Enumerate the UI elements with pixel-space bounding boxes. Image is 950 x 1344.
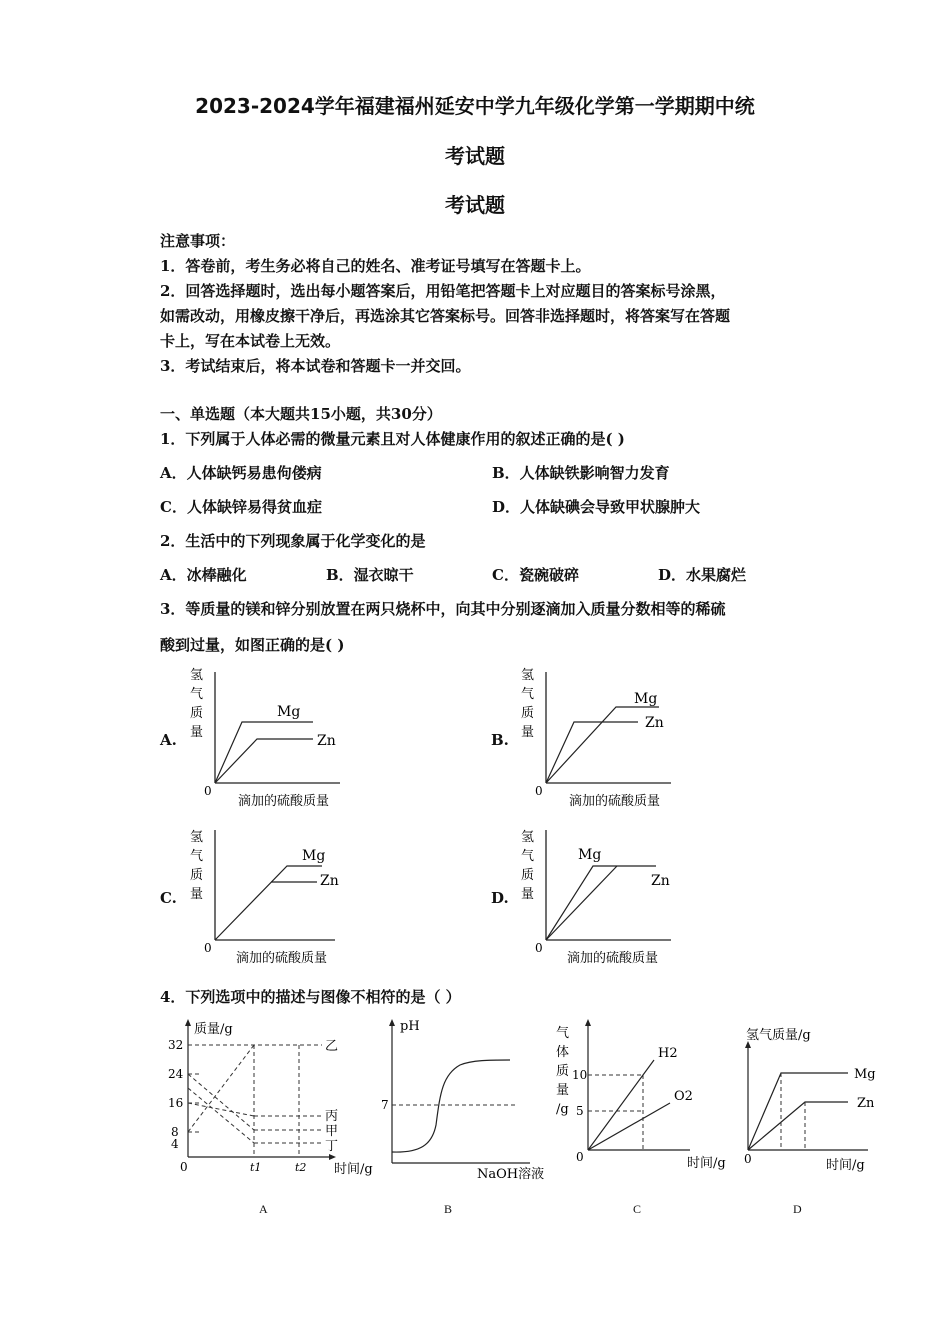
q4a-t1-label: t1 — [250, 1161, 262, 1174]
q4-graph-c — [550, 1015, 740, 1185]
graph-a-ylabel-char-4: 量 — [190, 725, 204, 740]
graph-b-ylabel-char-4: 量 — [521, 725, 535, 740]
graph-a-xlabel: 滴加的硫酸质量 — [238, 794, 330, 809]
q4a-y-arrow — [185, 1019, 191, 1026]
graph-c-ylabel-char-2: 气 — [190, 849, 204, 864]
q4c-caption: C — [633, 1202, 642, 1216]
graph-c-origin: 0 — [204, 941, 212, 955]
q3-graph-a — [180, 665, 350, 815]
page-title-line2: 考试题 — [445, 144, 505, 168]
graph-c-zn-label: Zn — [320, 873, 339, 889]
q4d-caption: D — [793, 1202, 802, 1216]
graph-b-ylabel-char-2: 气 — [521, 687, 535, 702]
graph-d-ylabel-char-2: 气 — [521, 849, 535, 864]
graph-d-ylabel-char-3: 质 — [521, 868, 535, 883]
graph-c-ylabel-char-4: 量 — [190, 887, 204, 902]
q4c-ytick-5: 5 — [576, 1104, 584, 1118]
graph-d-mg-line — [546, 866, 656, 940]
q4-graph-d — [738, 1015, 908, 1185]
q4b-ph-curve — [392, 1060, 510, 1152]
q4a-ytick-4: 4 — [171, 1137, 179, 1151]
q4d-xlabel: 时间/g — [826, 1158, 865, 1173]
graph-b-ylabel-char-1: 氢 — [521, 668, 535, 683]
q4a-series-yi — [188, 1045, 254, 1132]
graph-a-ylabel-char-3: 质 — [190, 706, 204, 721]
question-3-label-b[interactable]: B. — [491, 731, 509, 749]
notice-item-2c: 卡上，写在本试卷上无效。 — [160, 332, 341, 350]
q4a-origin: 0 — [180, 1160, 188, 1174]
notice-heading: 注意事项： — [160, 232, 236, 250]
question-2-option-a[interactable]: A．冰棒融化 — [160, 566, 247, 584]
q4b-y-arrow — [389, 1019, 395, 1026]
q4c-ylabel-char-2: 体 — [556, 1045, 570, 1060]
graph-b-xlabel: 滴加的硫酸质量 — [569, 794, 661, 809]
q4a-label-ding: 丁 — [325, 1139, 339, 1154]
graph-a-origin: 0 — [204, 784, 212, 798]
q4a-x-arrow — [329, 1154, 336, 1160]
q4c-ytick-10: 10 — [572, 1068, 588, 1082]
question-1-stem: 1．下列属于人体必需的微量元素且对人体健康作用的叙述正确的是( ) — [160, 430, 625, 448]
q4a-ytick-16: 16 — [168, 1096, 184, 1110]
graph-b-ylabel-char-3: 质 — [521, 706, 535, 721]
page-title-line1: 2023-2024学年福建福州延安中学九年级化学第一学期期中统 — [195, 94, 755, 118]
section-heading: 一、单选题（本大题共15小题，共30分） — [160, 405, 442, 423]
q4a-label-jia: 甲 — [325, 1124, 339, 1139]
q4a-t2-label: t2 — [295, 1161, 307, 1174]
q4d-zn-line — [748, 1102, 848, 1150]
q4d-mg-line — [748, 1073, 848, 1150]
q4c-h2-line — [588, 1060, 654, 1150]
question-2-option-b[interactable]: B．湿衣晾干 — [326, 566, 414, 584]
q3-graph-b — [511, 665, 681, 815]
notice-item-2a: 2．回答选择题时，选出每小题答案后，用铅笔把答题卡上对应题目的答案标号涂黑， — [160, 282, 726, 300]
q3-graph-c — [180, 822, 350, 972]
q4d-mg-label: Mg — [854, 1067, 876, 1082]
graph-a-zn-label: Zn — [317, 733, 336, 749]
question-3-label-c[interactable]: C. — [160, 889, 177, 907]
q4a-series-ding-a — [188, 1088, 254, 1143]
q3-graph-d — [511, 822, 681, 972]
question-2-option-d[interactable]: D．水果腐烂 — [658, 566, 747, 584]
q4c-origin: 0 — [576, 1150, 584, 1164]
graph-d-ylabel-char-1: 氢 — [521, 830, 535, 845]
q4d-zn-label: Zn — [857, 1096, 875, 1111]
notice-item-1: 1．答卷前，考生务必将自己的姓名、准考证号填写在答题卡上。 — [160, 257, 591, 275]
q4a-ytick-8: 8 — [171, 1125, 179, 1139]
q4c-ylabel-char-1: 气 — [556, 1026, 570, 1041]
q4b-ylabel: pH — [400, 1019, 420, 1034]
graph-d-zn-label: Zn — [651, 873, 670, 889]
graph-a-zn-line — [215, 739, 313, 783]
q4c-o2-label: O2 — [674, 1089, 693, 1104]
q4a-ytick-24: 24 — [168, 1067, 184, 1081]
graph-c-mg-line — [215, 866, 322, 940]
question-2-option-c[interactable]: C．瓷碗破碎 — [492, 566, 579, 584]
q4a-label-bing: 丙 — [325, 1109, 339, 1124]
graph-c-mg-label: Mg — [302, 848, 326, 864]
graph-a-mg-label: Mg — [277, 704, 301, 720]
notice-item-3: 3．考试结束后，将本试卷和答题卡一并交回。 — [160, 357, 471, 375]
q4c-ylabel-unit: /g — [556, 1102, 569, 1117]
q4b-caption: B — [444, 1202, 453, 1216]
page-title-line3: 考试题 — [445, 193, 505, 217]
graph-d-origin: 0 — [535, 941, 543, 955]
notice-item-2b: 如需改动，用橡皮擦干净后，再选涂其它答案标号。回答非选择题时，将答案写在答题 — [160, 307, 731, 325]
graph-d-zn-line — [546, 866, 617, 940]
q4-graph-a — [160, 1015, 380, 1185]
graph-c-ylabel-char-3: 质 — [190, 868, 204, 883]
q4c-y-arrow — [585, 1019, 591, 1026]
graph-b-origin: 0 — [535, 784, 543, 798]
q4c-o2-line — [588, 1103, 670, 1150]
question-1-option-d[interactable]: D．人体缺碘会导致甲状腺肿大 — [492, 498, 701, 516]
q4c-xlabel: 时间/g — [687, 1156, 726, 1171]
q4d-ylabel: 氢气质量/g — [746, 1028, 811, 1043]
question-1-option-a[interactable]: A．人体缺钙易患佝偻病 — [160, 464, 322, 482]
q4a-ylabel: 质量/g — [194, 1022, 233, 1037]
graph-d-xlabel: 滴加的硫酸质量 — [567, 951, 659, 966]
question-1-option-b[interactable]: B．人体缺铁影响智力发育 — [492, 464, 670, 482]
graph-b-zn-label: Zn — [645, 715, 664, 731]
graph-d-ylabel-char-4: 量 — [521, 887, 535, 902]
q4a-series-bing-a — [188, 1103, 254, 1116]
q4-graph-b — [380, 1015, 560, 1185]
graph-a-mg-line — [215, 722, 313, 783]
q4a-caption: A — [259, 1202, 268, 1216]
q4c-h2-label: H2 — [658, 1046, 678, 1061]
question-3-label-a[interactable]: A. — [160, 731, 177, 749]
question-3-stem-1: 3．等质量的镁和锌分别放置在两只烧杯中，向其中分别逐滴加入质量分数相等的稀硫 — [160, 600, 726, 618]
graph-b-zn-line — [546, 722, 638, 783]
graph-a-ylabel-char-2: 气 — [190, 687, 204, 702]
question-1-option-c[interactable]: C．人体缺锌易得贫血症 — [160, 498, 322, 516]
q4b-xlabel: NaOH溶液 — [477, 1167, 545, 1182]
question-4-stem: 4．下列选项中的描述与图像不相符的是（ ） — [160, 988, 461, 1006]
q4a-series-jia-a — [188, 1074, 254, 1130]
q4a-xlabel: 时间/g — [334, 1162, 373, 1177]
graph-b-mg-label: Mg — [634, 691, 658, 707]
q4b-ytick-7: 7 — [381, 1098, 389, 1112]
q4a-label-yi: 乙 — [325, 1039, 339, 1054]
question-2-stem: 2．生活中的下列现象属于化学变化的是 — [160, 532, 426, 550]
q4c-ylabel-char-3: 质 — [556, 1064, 570, 1079]
graph-c-xlabel: 滴加的硫酸质量 — [236, 951, 328, 966]
q4a-ytick-32: 32 — [168, 1038, 184, 1052]
graph-d-mg-label: Mg — [578, 847, 602, 863]
q4d-origin: 0 — [744, 1152, 752, 1166]
graph-c-ylabel-char-1: 氢 — [190, 830, 204, 845]
graph-a-ylabel-char-1: 氢 — [190, 668, 204, 683]
question-3-stem-2: 酸到过量，如图正确的是( ) — [160, 636, 345, 654]
q4c-ylabel-char-4: 量 — [556, 1083, 570, 1098]
question-3-label-d[interactable]: D. — [491, 889, 509, 907]
